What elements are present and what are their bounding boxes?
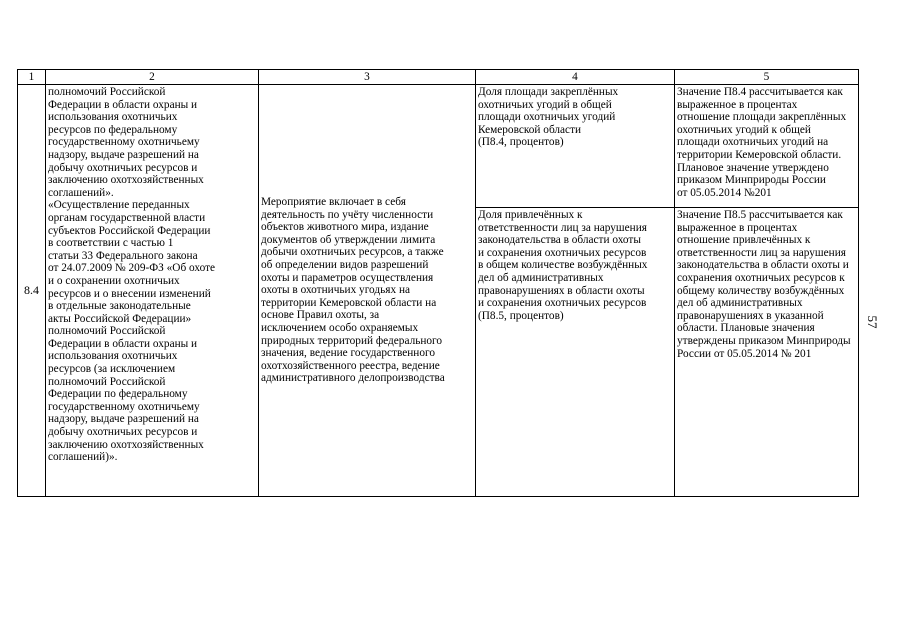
column-header-5: 5 [675,70,859,85]
activity-description-text: Мероприятие включает в себя деятельность по учёту численности объектов животного мира, издание документов об утверждении лимита добычи охотничьих ресурсов, а также об определении видов разрешений охоты и параметров осуществления охоты в охотничьих угодьях на территории Кемеровской области на основе Правил охоты, за исключением особо охраняемых природных территорий федерального значения, ведение государственного охотхозяйственного реестра, ведение административного делопроизводства [261,196,445,385]
column-header-3: 3 [259,70,476,85]
indicator-method-cell [675,85,859,208]
header-row [18,70,859,85]
page-number: 57 [865,315,880,329]
indicator-name-text: Доля привлечённых к ответственности лиц за нарушения законодательства в области охоты и сохранения охотничьих ресурсов в общем количестве возбуждённых дел об административных правонарушениях в области охоты и сохранения охотничьих ресурсов (П8.5, процентов) [478,209,648,322]
indicator-name-cell [476,208,675,497]
indicator-name-text: Доля площади закреплённых охотничьих угодий в общей площади охотничьих угодий Кемеровской области (П8.4, процентов) [478,86,619,149]
indicator-name-cell [476,85,675,208]
table-row [18,85,859,208]
activity-description-cell [259,85,476,497]
powers-description-cell [46,85,259,497]
row-number: 8.4 [18,85,46,497]
indicator-method-text: Значение П8.4 рассчитывается как выраженное в процентах отношение площади закреплённых охотничьих угодий к общей площади охотничьих угодий на территории Кемеровской области. Плановое значение утверждено приказом Минприроды России от 05.05.2014 №201 [677,86,847,199]
column-header-2: 2 [46,70,259,85]
powers-description-text: полномочий Российской Федерации в области охраны и использования охотничьих ресурсов по федеральному государственному охотничьему надзору, выдаче разрешений на добычу охотничьих ресурсов и заключению охотхозяйственных соглашений». «Осуществление переданных органам государственной власти субъектов Российской Федерации в соответствии с частью 1 статьи 33 Федерального закона от 24.07.2009 № 209-ФЗ «Об охоте и о сохранении охотничьих ресурсов и о внесении изменений в отдельные законодательные акты Российской Федерации» полномочий Российской Федерации в области охраны и использования охотничьих ресурсов (за исключением полномочий Российской Федерации по федеральному государственному охотничьему надзору, выдаче разрешений на добычу охотничьих ресурсов и заключению охотхозяйственных соглашений)». [48,86,216,464]
indicator-method-cell [675,208,859,497]
indicator-method-text: Значение П8.5 рассчитывается как выраженное в процентах отношение привлечённых к ответственности лиц за нарушения законодательства в области охоты и сохранения охотничьих ресурсов к общему количеству возбуждённых дел об административных правонарушениях в указанной области. Плановые значения утверждены приказом Минприроды России от 05.05.2014 № 201 [677,209,851,360]
data-table [17,69,859,497]
column-header-4: 4 [476,70,675,85]
column-header-1: 1 [18,70,46,85]
